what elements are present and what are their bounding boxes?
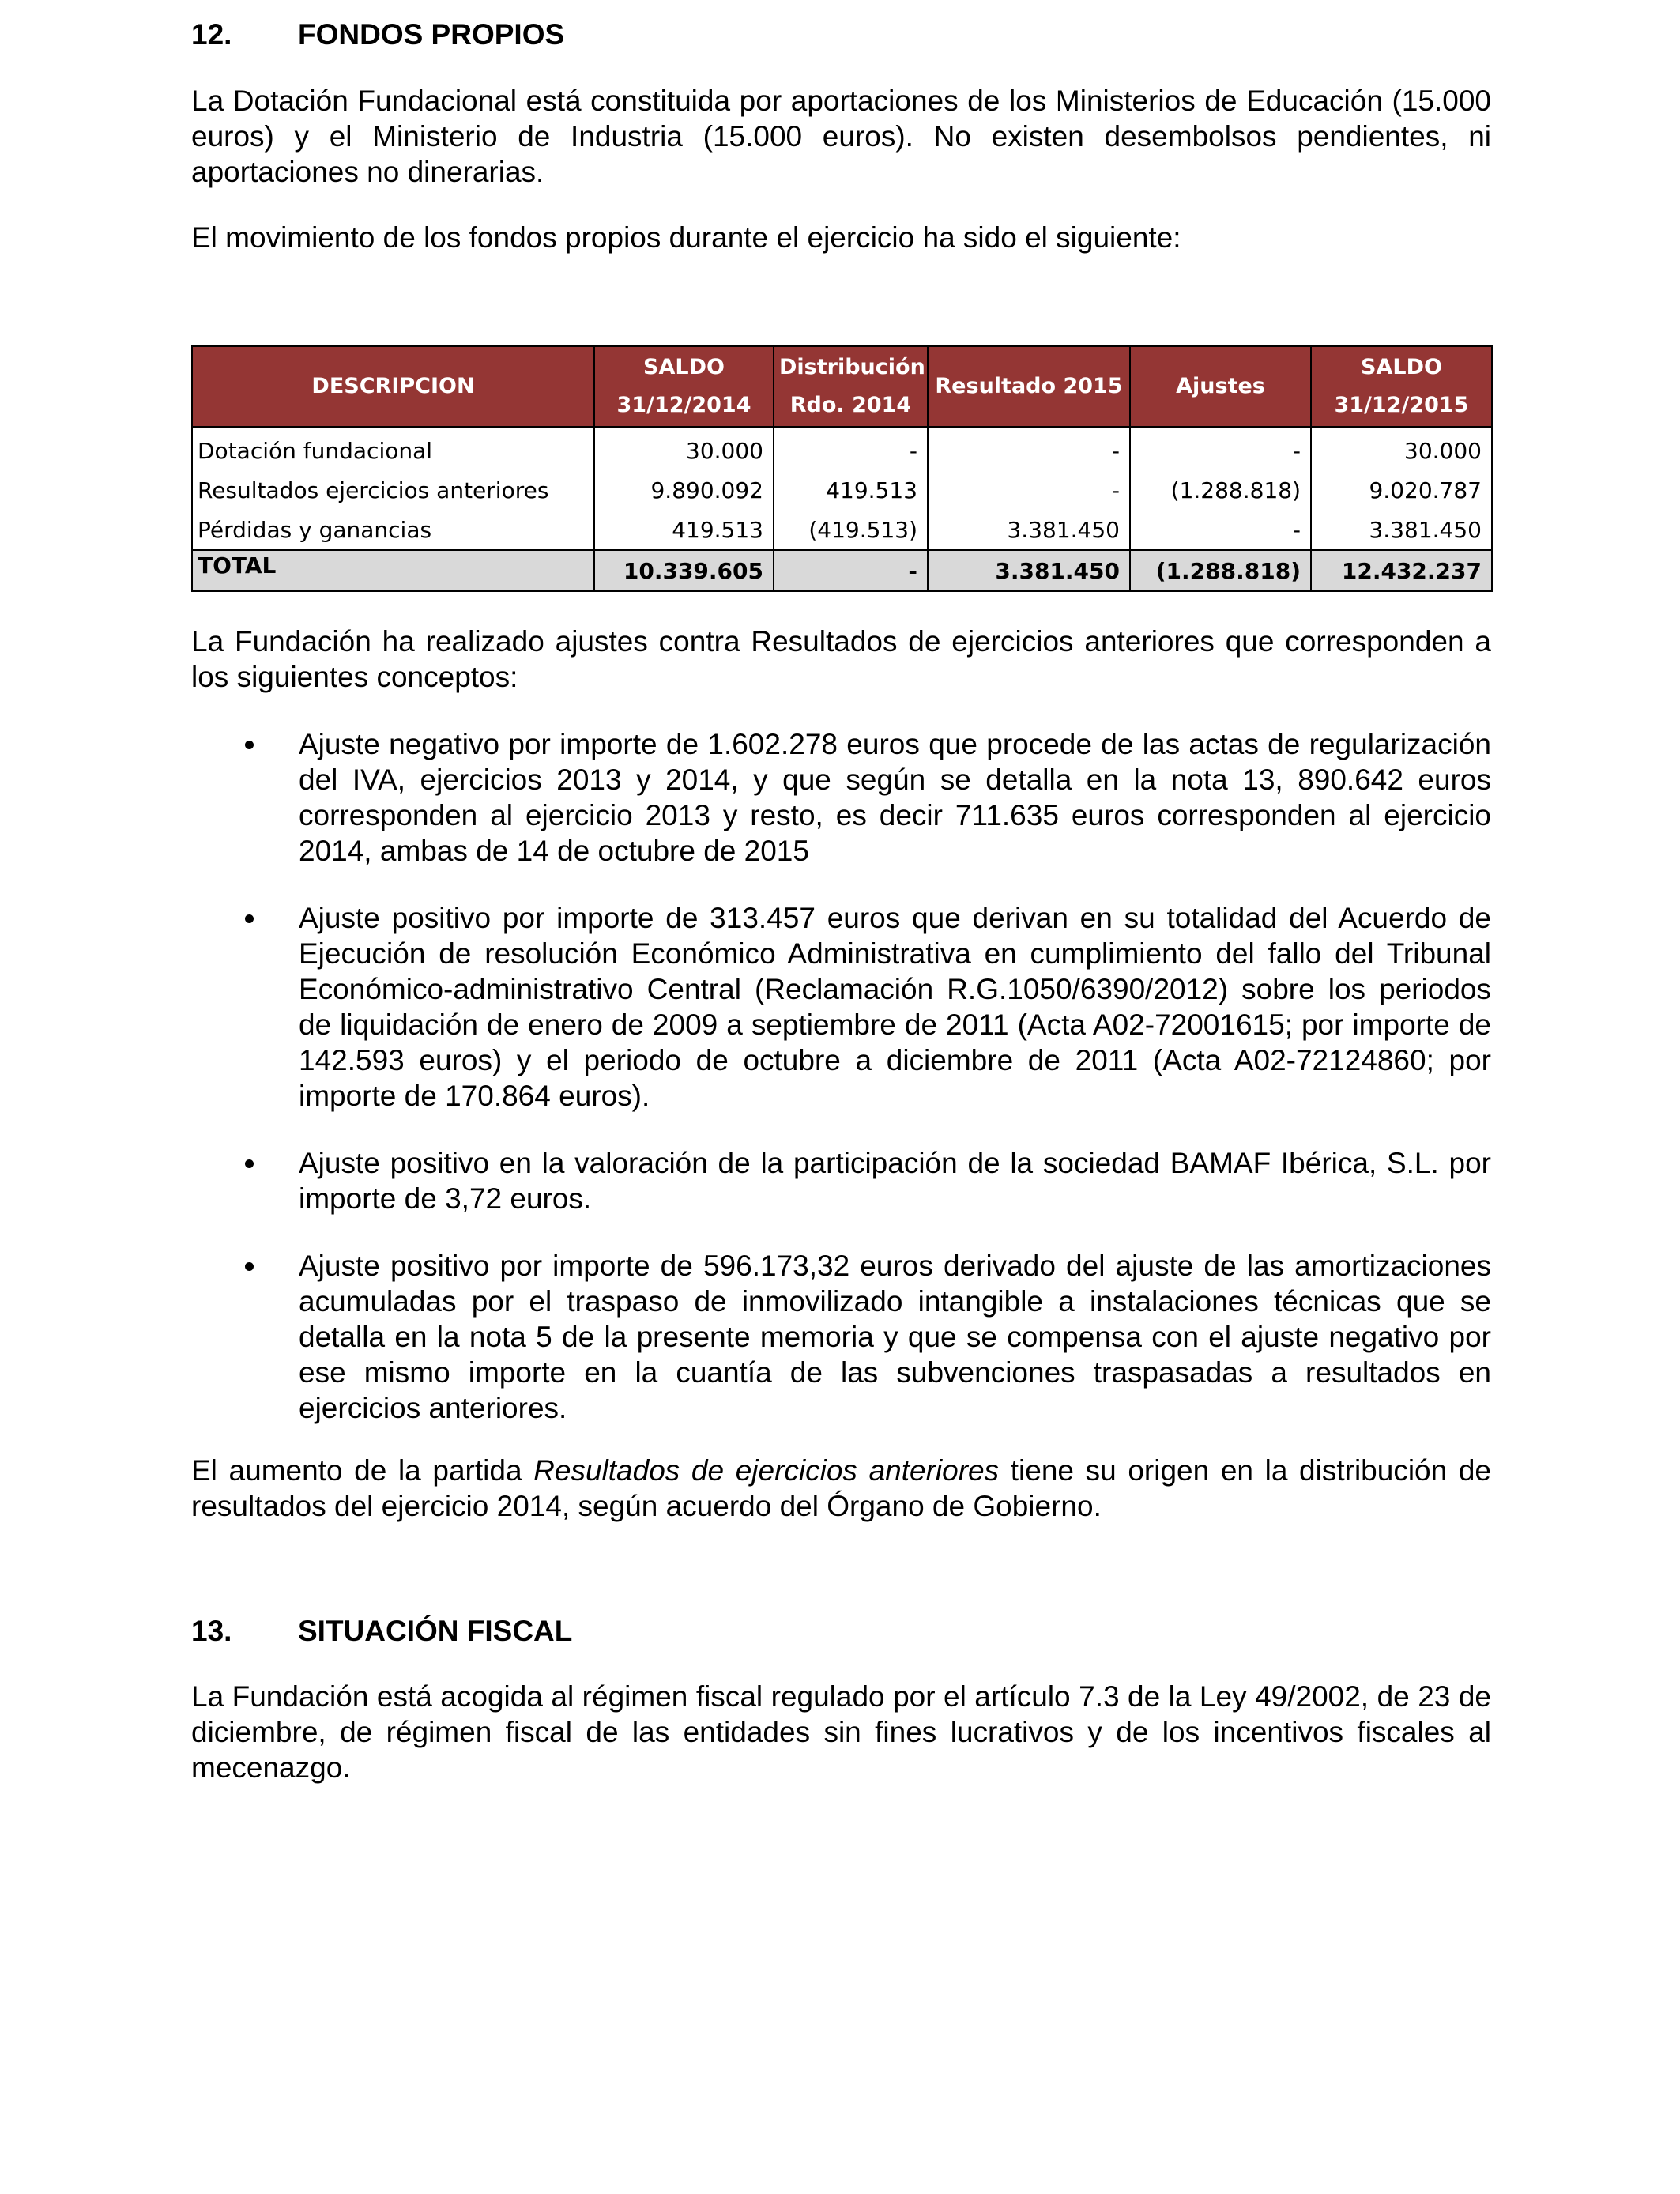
cell-distribucion: 419.513	[774, 470, 928, 510]
cell-ajustes: -	[1130, 510, 1311, 550]
bullet-dot-icon	[245, 1262, 254, 1271]
section-13-number: 13.	[191, 1615, 232, 1647]
cell-saldo-2014: 9.890.092	[594, 470, 774, 510]
aumento-paragraph: El aumento de la partida Resultados de ejercicios anteriores tiene su origen en la distribución de resultados del ejercicio 2014, según acuerdo del Órgano de Gobierno.	[191, 1454, 1491, 1522]
header-distribucion: Distribución Rdo. 2014	[774, 346, 928, 427]
table-row	[192, 510, 1492, 550]
cell-saldo-2015: 30.000	[1311, 427, 1492, 470]
cell-resultado-2015: 3.381.450	[928, 510, 1130, 550]
dotacion-paragraph: La Dotación Fundacional está constituida por aportaciones de los Ministerios de Educación (15.000 euros) y el Ministerio de Industria (15.000 euros). No existen desembolsos pendientes, ni aportaciones no dinerarias.	[191, 85, 1491, 188]
cell-saldo-2015: 9.020.787	[1311, 470, 1492, 510]
header-saldo-2015: SALDO 31/12/2015	[1311, 346, 1492, 427]
cell-ajustes: (1.288.818)	[1130, 470, 1311, 510]
fiscal-paragraph: La Fundación está acogida al régimen fiscal regulado por el artículo 7.3 de la Ley 49/2002, de 23 de diciembre, de régimen fiscal de las entidades sin fines lucrativos y de los incentivos fiscales al mecenazgo.	[191, 1680, 1491, 1784]
document-page	[191, 17, 1491, 1785]
cell-total-distribucion: -	[774, 550, 928, 591]
table-header-row	[192, 346, 1492, 427]
cell-desc: Resultados ejercicios anteriores	[192, 470, 594, 510]
ajustes-intro-paragraph: La Fundación ha realizado ajustes contra Resultados de ejercicios anteriores que corresponden a los siguientes conceptos:	[191, 625, 1491, 693]
section-12-number: 12.	[191, 18, 232, 51]
cell-distribucion: (419.513)	[774, 510, 928, 550]
cell-desc: Dotación fundacional	[192, 427, 594, 470]
table-row	[192, 470, 1492, 510]
cell-resultado-2015: -	[928, 427, 1130, 470]
table-total-row	[192, 550, 1492, 591]
header-ajustes: Ajustes	[1130, 346, 1311, 427]
cell-total-ajustes: (1.288.818)	[1130, 550, 1311, 591]
cell-distribucion: -	[774, 427, 928, 470]
bullet-dot-icon	[245, 1159, 254, 1168]
section-13-title: SITUACIÓN FISCAL	[298, 1615, 573, 1647]
header-saldo-2014: SALDO 31/12/2014	[594, 346, 774, 427]
movimiento-paragraph: El movimiento de los fondos propios durante el ejercicio ha sido el siguiente:	[191, 221, 1181, 254]
cell-total-resultado-2015: 3.381.450	[928, 550, 1130, 591]
list-item: Ajuste positivo por importe de 596.173,32 euros derivado del ajuste de las amortizaciones acumuladas por el traspaso de inmovilizado intangible a instalaciones técnicas que se detalla en la nota 5 de la presente memoria y que se compensa con el ajuste negativo por ese mismo importe en la cuantía de las subvenciones traspasadas a resultados en ejercicios anteriores.	[191, 1248, 1491, 1426]
fondos-propios-table	[191, 345, 1493, 592]
cell-total-saldo-2014: 10.339.605	[594, 550, 774, 591]
section-12-heading	[191, 17, 1491, 52]
cell-total-saldo-2015: 12.432.237	[1311, 550, 1492, 591]
cell-desc: Pérdidas y ganancias	[192, 510, 594, 550]
cell-total-label: TOTAL	[192, 550, 594, 591]
table-row	[192, 427, 1492, 470]
header-resultado-2015: Resultado 2015	[928, 346, 1130, 427]
header-descripcion: DESCRIPCION	[192, 346, 594, 427]
cell-ajustes: -	[1130, 427, 1311, 470]
cell-saldo-2014: 419.513	[594, 510, 774, 550]
bullet-dot-icon	[245, 914, 254, 923]
cell-saldo-2014: 30.000	[594, 427, 774, 470]
italic-term: Resultados de ejercicios anteriores	[533, 1454, 1000, 1487]
list-item: Ajuste positivo en la valoración de la participación de la sociedad BAMAF Ibérica, S.L. por importe de 3,72 euros.	[191, 1145, 1491, 1216]
cell-resultado-2015: -	[928, 470, 1130, 510]
bullet-dot-icon	[245, 741, 254, 749]
ajustes-list	[191, 726, 1491, 1426]
section-13-heading	[191, 1614, 1491, 1649]
list-item: Ajuste negativo por importe de 1.602.278 euros que procede de las actas de regularización del IVA, ejercicios 2013 y 2014, y que según se detalla en la nota 13, 890.642 euros corresponden al ejercicio 2013 y resto, es decir 711.635 euros corresponden al ejercicio 2014, ambas de 14 de octubre de 2015	[191, 726, 1491, 869]
list-item: Ajuste positivo por importe de 313.457 euros que derivan en su totalidad del Acuerdo de Ejecución de resolución Económico Administrativa en cumplimiento del fallo del Tribunal Económico-administrativo Central (Reclamación R.G.1050/6390/2012) sobre los periodos de liquidación de enero de 2009 a septiembre de 2011 (Acta A02-72001615; por importe de 142.593 euros) y el periodo de octubre a diciembre de 2011 (Acta A02-72124860; por importe de 170.864 euros).	[191, 900, 1491, 1114]
section-12-title: FONDOS PROPIOS	[298, 18, 565, 51]
cell-saldo-2015: 3.381.450	[1311, 510, 1492, 550]
